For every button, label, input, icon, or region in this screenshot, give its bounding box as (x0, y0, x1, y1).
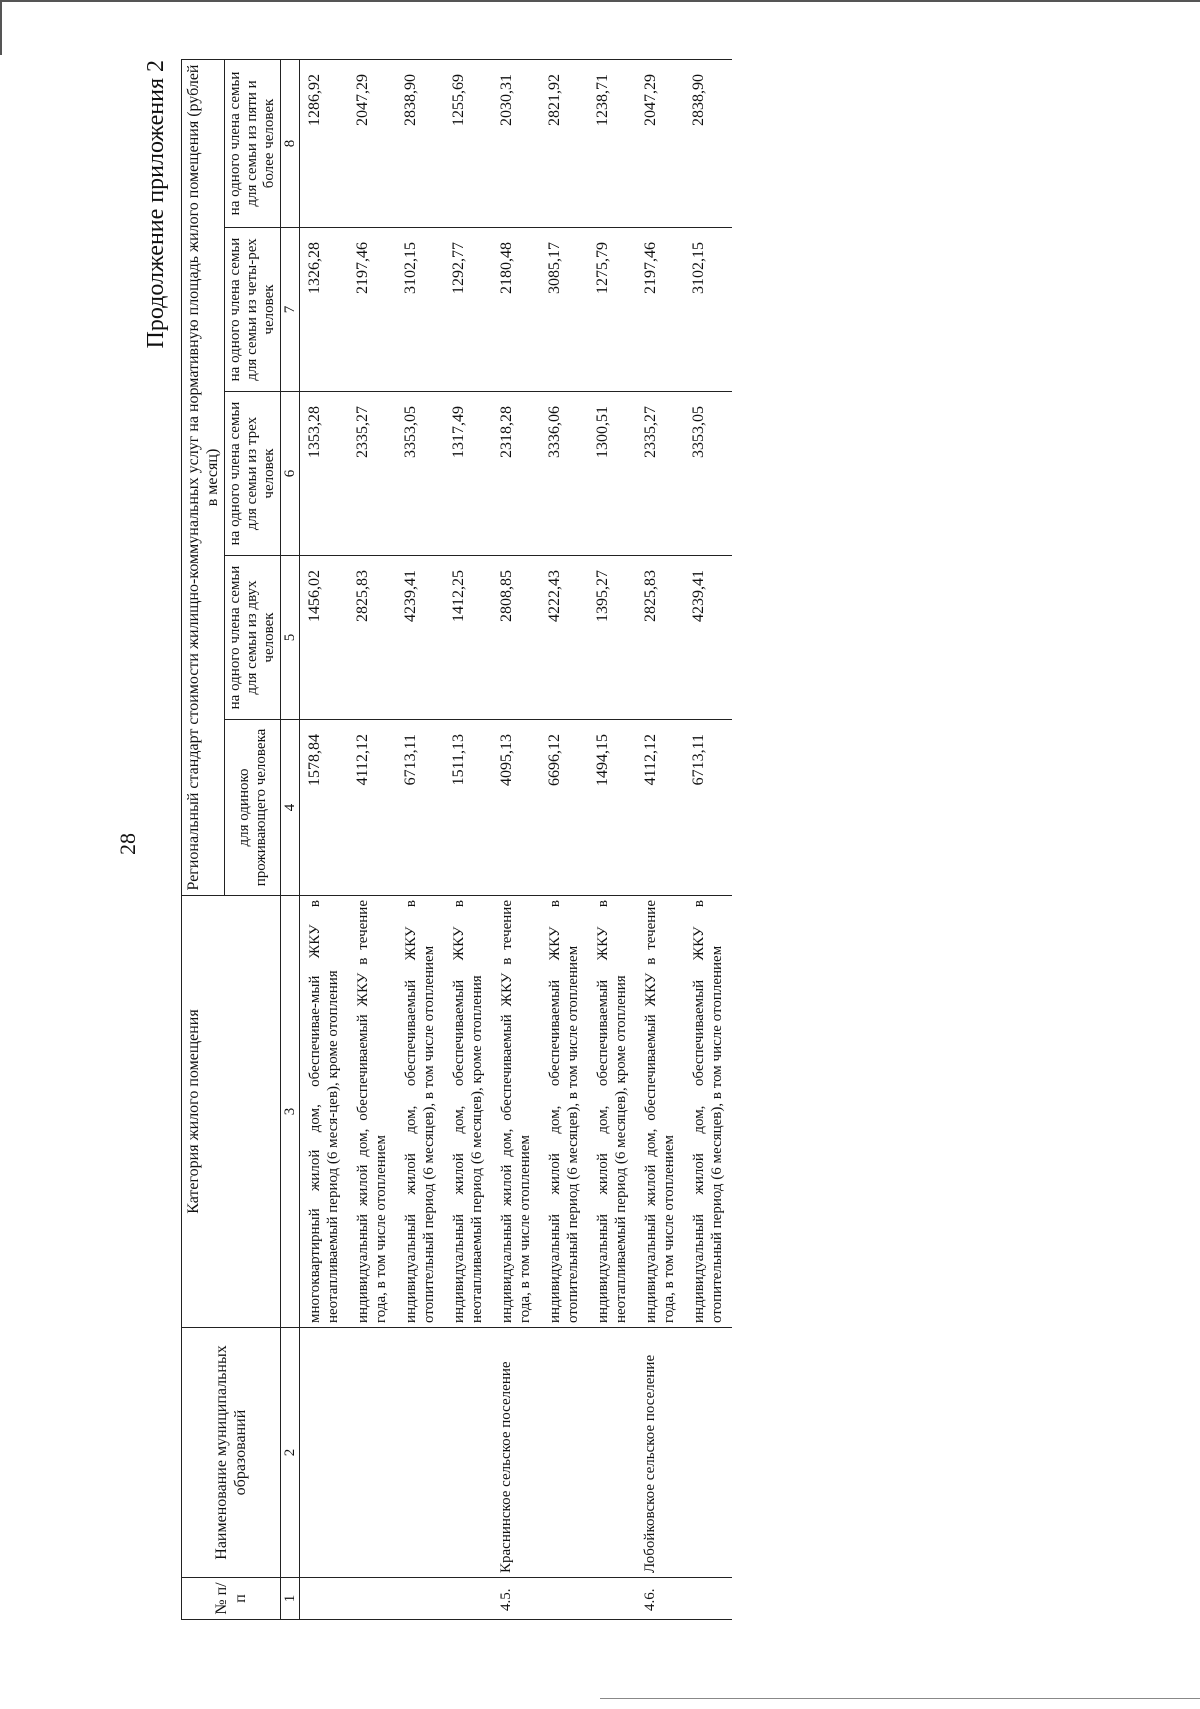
municipality-name (444, 1328, 492, 1578)
column-index: 8 (281, 59, 300, 227)
value-family-4: 2197,46 (348, 228, 396, 392)
table-row (540, 59, 588, 1619)
header-family-4: на одного члена семьи для семьи из четы-рех человек (225, 228, 281, 392)
row-number (348, 1578, 396, 1620)
column-index: 4 (281, 720, 300, 896)
table-header (182, 59, 300, 1619)
value-family-4: 3085,17 (540, 228, 588, 392)
value-family-5plus: 2838,90 (396, 59, 444, 227)
municipality-name (588, 1328, 636, 1578)
value-family-2: 2808,85 (492, 556, 540, 720)
municipality-name (684, 1328, 732, 1578)
column-index: 6 (281, 392, 300, 556)
housing-category: индивидуальный жилой дом, обеспечиваемый ЖКУ в неотапливаемый период (6 месяцев), кроме отопления (444, 896, 492, 1328)
row-number: 4.6. (636, 1578, 684, 1620)
column-index: 7 (281, 228, 300, 392)
value-family-3: 1317,49 (444, 392, 492, 556)
housing-category: индивидуальный жилой дом, обеспечиваемый ЖКУ в отопительный период (6 месяцев), в том числе отоплением (396, 896, 444, 1328)
header-family-5plus: на одного члена семьи для семьи из пяти и более человек (225, 59, 281, 227)
value-family-5plus: 2047,29 (636, 59, 684, 227)
header-family-3: на одного члена семьи для семьи из трех человек (225, 392, 281, 556)
value-family-3: 3353,05 (684, 392, 732, 556)
table-row (348, 59, 396, 1619)
housing-category: индивидуальный жилой дом, обеспечиваемый ЖКУ в течение года, в том числе отоплением (636, 896, 684, 1328)
header-standard-group: Региональный стандарт стоимости жилищно-коммунальных услуг на нормативную площадь жилого помещения (рублей в месяц) (182, 59, 225, 895)
header-municipality: Наименование муниципальных образований (182, 1328, 281, 1578)
housing-category: индивидуальный жилой дом, обеспечиваемый ЖКУ в течение года, в том числе отоплением (348, 896, 396, 1328)
row-number (444, 1578, 492, 1620)
municipality-name (540, 1328, 588, 1578)
value-family-3: 3336,06 (540, 392, 588, 556)
value-family-2: 1412,25 (444, 556, 492, 720)
value-family-2: 2825,83 (348, 556, 396, 720)
row-number (396, 1578, 444, 1620)
table-row (492, 59, 540, 1619)
value-family-4: 3102,15 (684, 228, 732, 392)
municipality-name: Лобойковское сельское поселение (636, 1328, 684, 1578)
value-family-4: 2180,48 (492, 228, 540, 392)
column-index: 5 (281, 556, 300, 720)
value-family-5plus: 2047,29 (348, 59, 396, 227)
table-body (300, 59, 733, 1619)
value-family-2: 2825,83 (636, 556, 684, 720)
value-family-5plus: 2838,90 (684, 59, 732, 227)
value-family-3: 2335,27 (636, 392, 684, 556)
value-family-5plus: 2821,92 (540, 59, 588, 227)
row-number (684, 1578, 732, 1620)
column-index-row (281, 59, 300, 1619)
value-single: 6696,12 (540, 720, 588, 896)
value-family-5plus: 1238,71 (588, 59, 636, 227)
value-family-2: 1456,02 (300, 556, 349, 720)
rotated-document (137, 60, 1147, 1620)
value-family-4: 3102,15 (396, 228, 444, 392)
housing-category: многоквартирный жилой дом, обеспечивае-мый ЖКУ в неотапливаемый период (6 меся-цев), кроме отопления (300, 896, 349, 1328)
housing-cost-table (181, 59, 732, 1620)
value-family-4: 1275,79 (588, 228, 636, 392)
housing-category: индивидуальный жилой дом, обеспечиваемый ЖКУ в отопительный период (6 месяцев), в том числе отоплением (540, 896, 588, 1328)
municipality-name (300, 1328, 349, 1578)
header-category: Категория жилого помещения (182, 896, 281, 1328)
table-row (444, 59, 492, 1619)
row-number (540, 1578, 588, 1620)
row-number (300, 1578, 349, 1620)
page-number: 28 (115, 833, 140, 855)
value-family-3: 2318,28 (492, 392, 540, 556)
row-number (588, 1578, 636, 1620)
housing-category: индивидуальный жилой дом, обеспечиваемый ЖКУ в неотапливаемый период (6 месяцев), кроме отопления (588, 896, 636, 1328)
value-single: 6713,11 (396, 720, 444, 896)
value-family-4: 1326,28 (300, 228, 349, 392)
value-family-3: 1300,51 (588, 392, 636, 556)
header-family-2: на одного члена семьи для семьи из двух человек (225, 556, 281, 720)
value-single: 4095,13 (492, 720, 540, 896)
value-family-5plus: 1255,69 (444, 59, 492, 227)
header-single: для одиноко проживающего человека (225, 720, 281, 896)
housing-category: индивидуальный жилой дом, обеспечиваемый ЖКУ в течение года, в том числе отоплением (492, 896, 540, 1328)
municipality-name (396, 1328, 444, 1578)
municipality-name (348, 1328, 396, 1578)
value-family-2: 4222,43 (540, 556, 588, 720)
value-single: 6713,11 (684, 720, 732, 896)
value-family-5plus: 1286,92 (300, 59, 349, 227)
value-family-3: 3353,05 (396, 392, 444, 556)
table-row (636, 59, 684, 1619)
value-family-4: 1292,77 (444, 228, 492, 392)
value-family-3: 2335,27 (348, 392, 396, 556)
table-row (684, 59, 732, 1619)
value-single: 1578,84 (300, 720, 349, 896)
row-number: 4.5. (492, 1578, 540, 1620)
table-row (396, 59, 444, 1619)
value-family-5plus: 2030,31 (492, 59, 540, 227)
column-index: 3 (281, 896, 300, 1328)
value-family-3: 1353,28 (300, 392, 349, 556)
value-family-2: 1395,27 (588, 556, 636, 720)
appendix-title: Продолжение приложения 2 (143, 60, 169, 349)
housing-category: индивидуальный жилой дом, обеспечиваемый ЖКУ в отопительный период (6 месяцев), в том числе отоплением (684, 896, 732, 1328)
value-single: 1511,13 (444, 720, 492, 896)
table-row (588, 59, 636, 1619)
value-single: 4112,12 (636, 720, 684, 896)
value-family-2: 4239,41 (396, 556, 444, 720)
value-family-4: 2197,46 (636, 228, 684, 392)
value-single: 1494,15 (588, 720, 636, 896)
table-row (300, 59, 349, 1619)
value-single: 4112,12 (348, 720, 396, 896)
value-family-2: 4239,41 (684, 556, 732, 720)
column-index: 1 (281, 1578, 300, 1620)
municipality-name: Краснинское сельское поселение (492, 1328, 540, 1578)
column-index: 2 (281, 1328, 300, 1578)
header-row-number: № п/п (182, 1578, 281, 1620)
